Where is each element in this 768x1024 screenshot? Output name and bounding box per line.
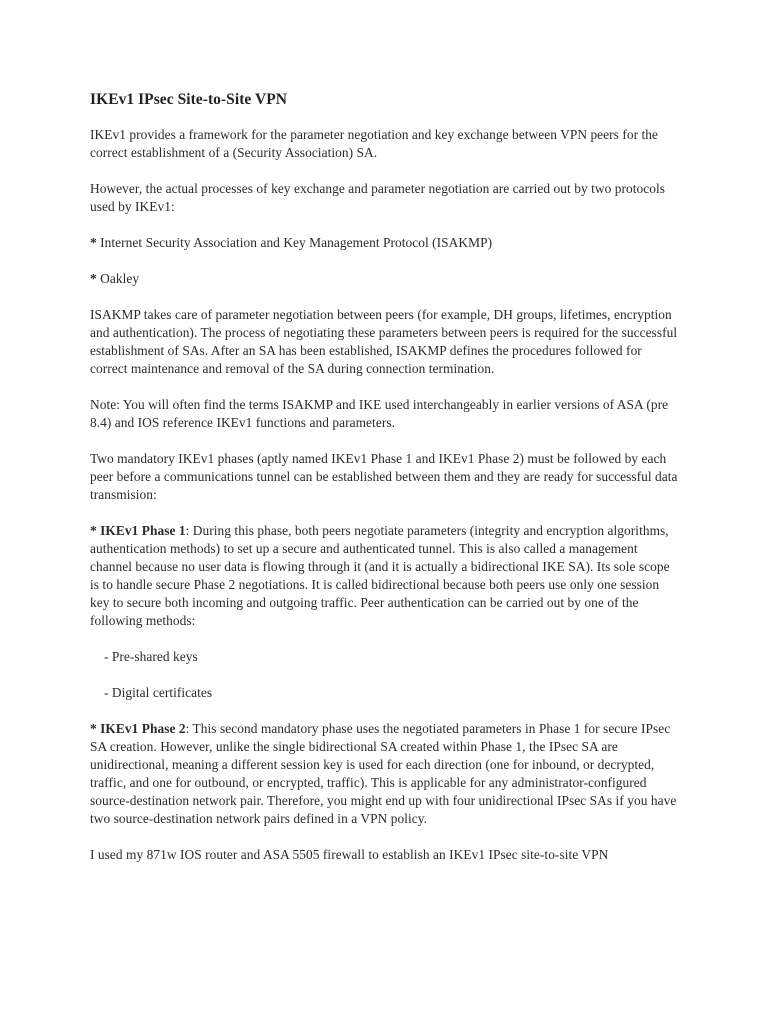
phase2-paragraph	[90, 720, 682, 828]
phases-intro-paragraph: Two mandatory IKEv1 phases (aptly named IKEv1 Phase 1 and IKEv1 Phase 2) must be followed by each peer before a communications tunnel can be established between them and they are ready for successful data transmision:	[90, 451, 678, 502]
protocol-item-isakmp	[90, 234, 682, 252]
asterisk-bullet: *	[90, 235, 97, 250]
closing-paragraph: I used my 871w IOS router and ASA 5505 firewall to establish an IKEv1 IPsec site-to-site VPN	[90, 847, 609, 862]
phase1-paragraph	[90, 522, 682, 630]
asterisk-bullet: *	[90, 271, 97, 286]
asterisk-bullet: *	[90, 523, 97, 538]
protocol-item-text: Internet Security Association and Key Management Protocol (ISAKMP)	[100, 235, 493, 250]
isakmp-paragraph: ISAKMP takes care of parameter negotiation between peers (for example, DH groups, lifetimes, encryption and authentication). The process of negotiating these parameters between peers is required for the successful establishment of SAs. After an SA has been established, ISAKMP defines the procedures followed for correct maintenance and removal of the SA during connection termination.	[90, 307, 678, 376]
phase1-label: IKEv1 Phase 1	[100, 523, 186, 538]
auth-method-certificates: - Digital certificates	[104, 685, 213, 700]
auth-method-preshared: - Pre-shared keys	[104, 649, 198, 664]
document-title: IKEv1 IPsec Site-to-Site VPN	[90, 91, 287, 108]
phase2-label: IKEv1 Phase 2	[100, 721, 186, 736]
protocol-item-text: Oakley	[100, 271, 140, 286]
document-body	[90, 90, 682, 882]
asterisk-bullet: *	[90, 721, 97, 736]
protocol-item-oakley	[90, 270, 682, 288]
however-paragraph: However, the actual processes of key exchange and parameter negotiation are carried out by two protocols used by IKEv1:	[90, 181, 666, 214]
phase1-text: : During this phase, both peers negotiate parameters (integrity and encryption algorithms, authentication methods) to set up a secure and authenticated tunnel. This is also called a management channel because no user data is flowing through it (and it is actually a bidirectional IKE SA). Its sole scope is to handle secure Phase 2 negotiations. It is called bidirectional because both peers use only one session key to secure both incoming and outgoing traffic. Peer authentication can be carried out by one of the following methods:	[90, 523, 670, 628]
note-paragraph: Note: You will often find the terms ISAKMP and IKE used interchangeably in earlier versions of ASA (pre 8.4) and IOS reference IKEv1 functions and parameters.	[90, 397, 669, 430]
intro-paragraph: IKEv1 provides a framework for the parameter negotiation and key exchange between VPN peers for the correct establishment of a (Security Association) SA.	[90, 127, 659, 160]
phase2-text: : This second mandatory phase uses the negotiated parameters in Phase 1 for secure IPsec SA creation. However, unlike the single bidirectional SA created within Phase 1, the IPsec SA are unidirectional, meaning a different session key is used for each direction (one for inbound, or decrypted, traffic, and one for outbound, or encrypted, traffic). This is applicable for any administrator-configured source-destination network pair. Therefore, you might end up with four unidirectional IPsec SAs if you have two source-destination network pairs defined in a VPN policy.	[90, 721, 677, 826]
